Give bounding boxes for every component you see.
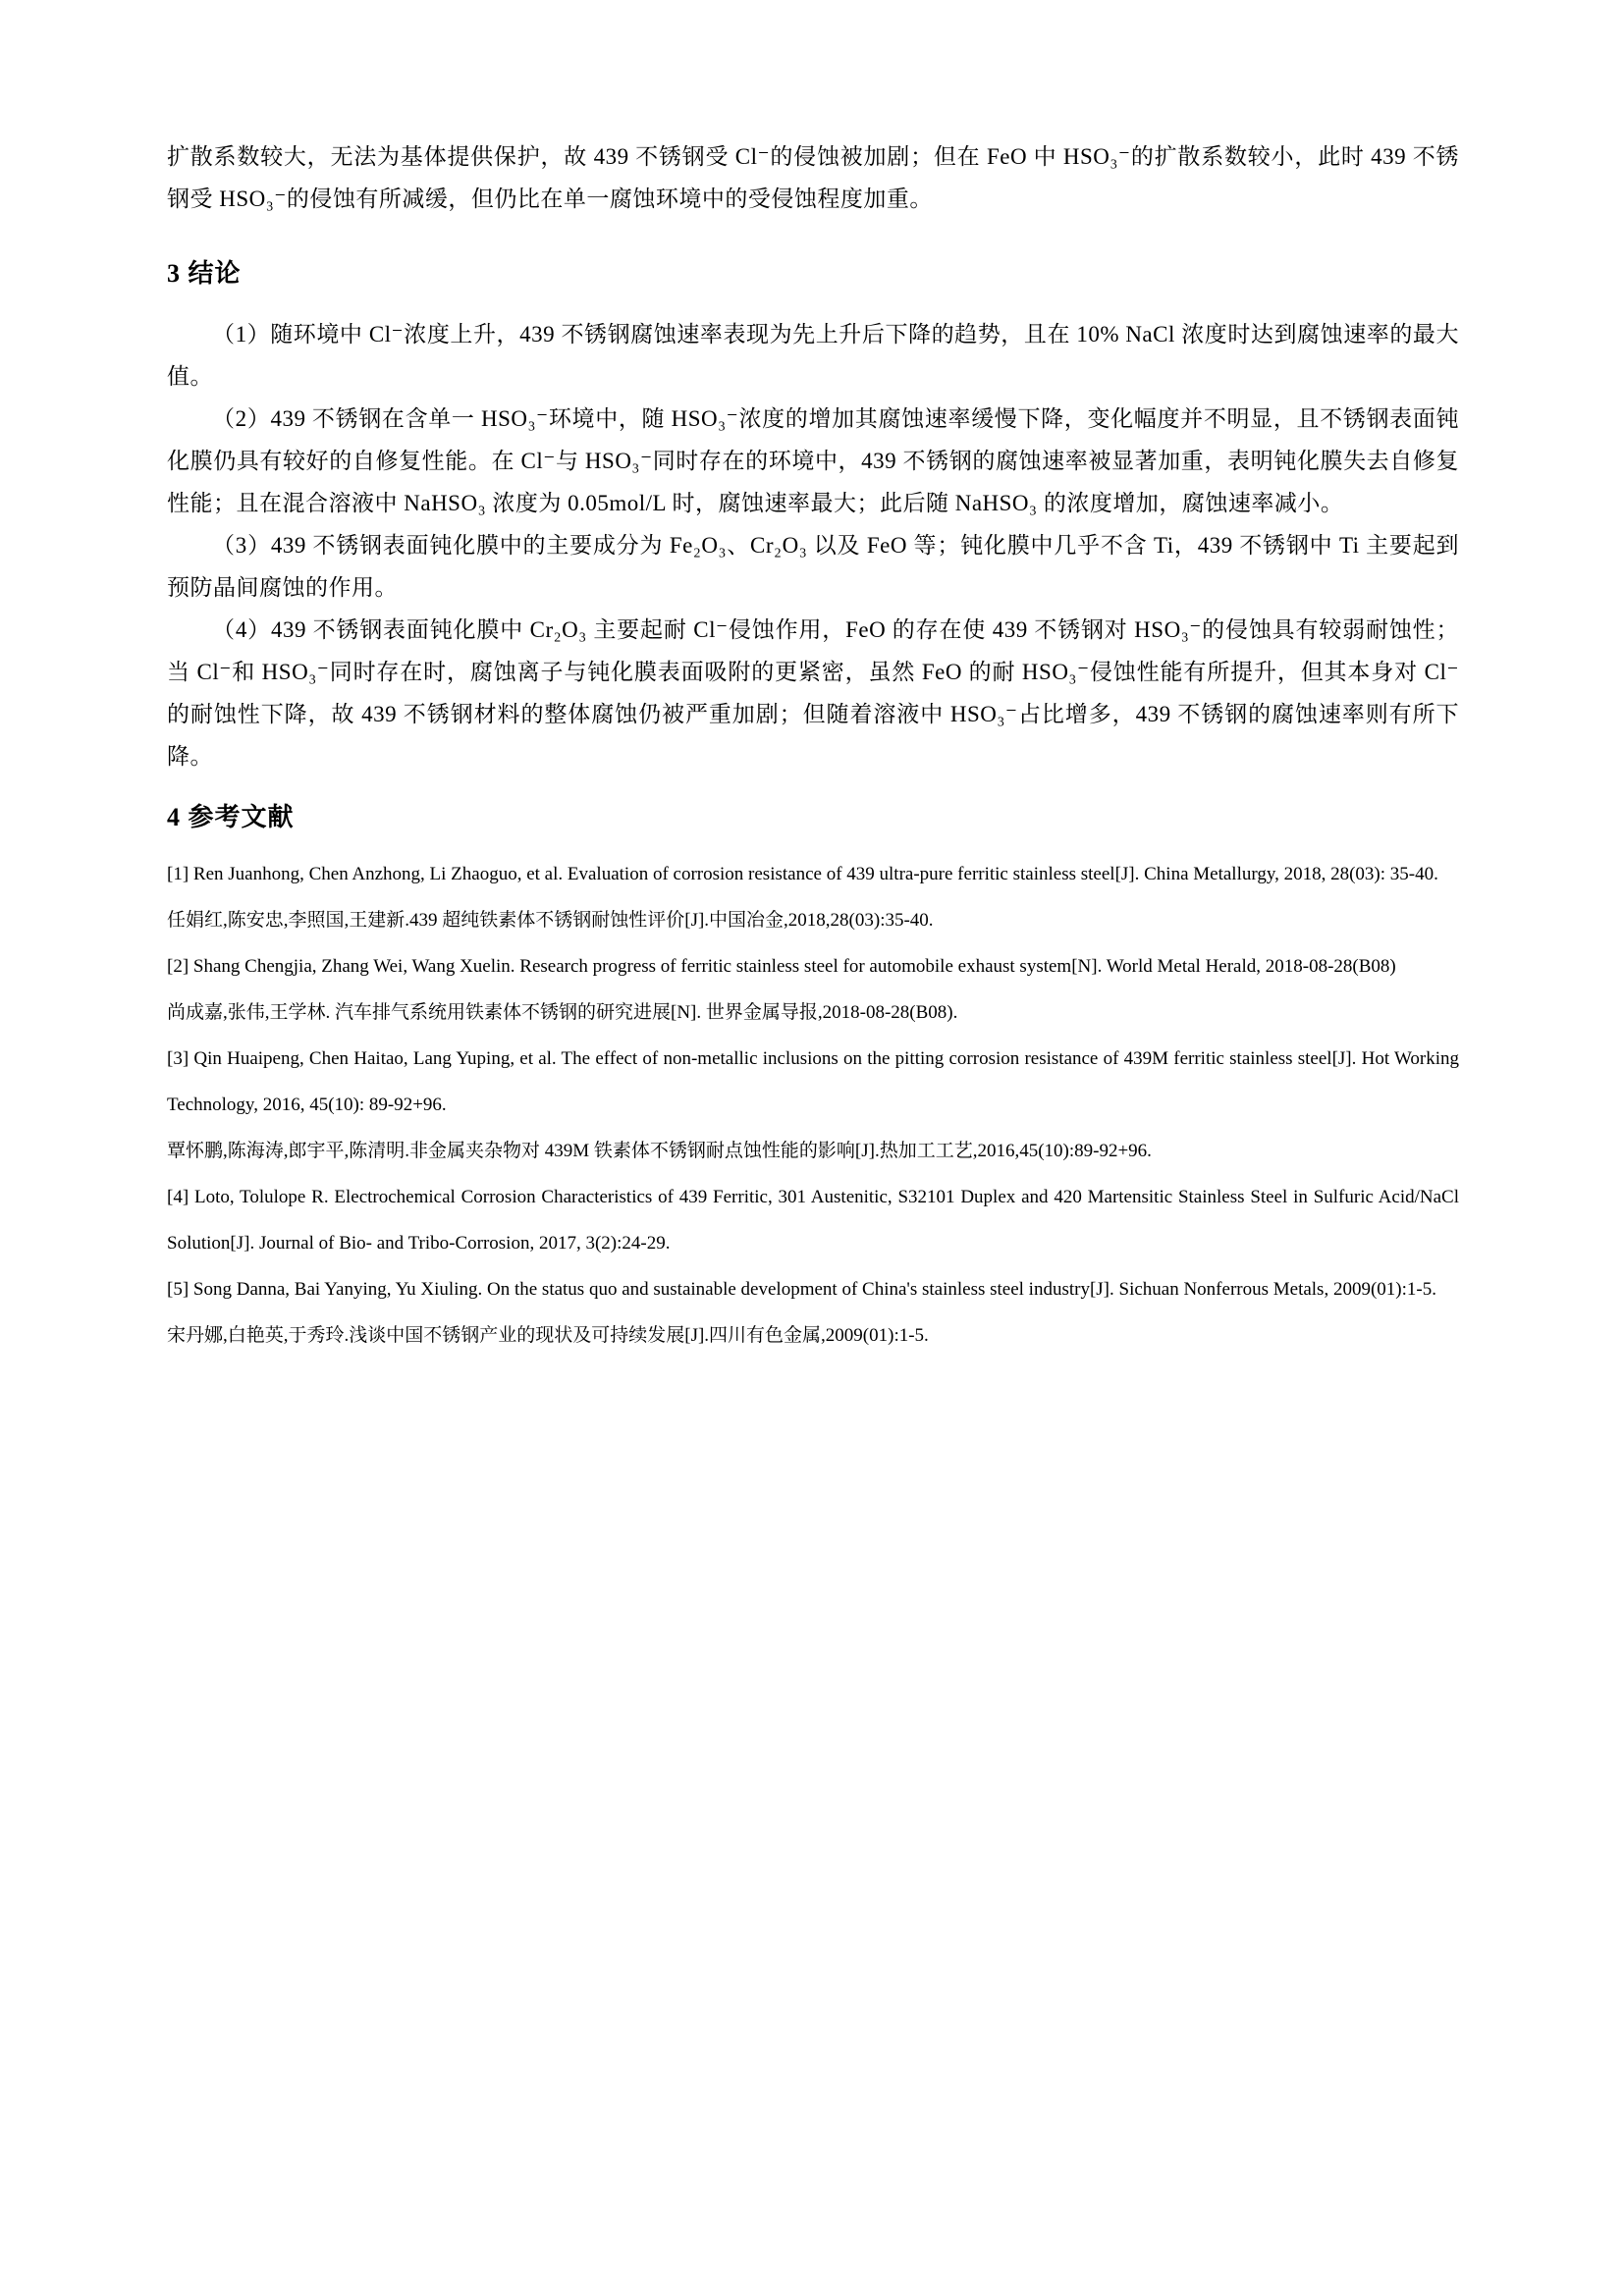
reference-entry-1-en: [1] Ren Juanhong, Chen Anzhong, Li Zhaoguo, et al. Evaluation of corrosion resistance of 439 ultra-pure ferritic stainless steel[J]. China Metallurgy, 2018, 28(03): 35-40. xyxy=(167,864,1438,884)
reference-entry-3-zh: 覃怀鹏,陈海涛,郎宇平,陈清明.非金属夹杂物对 439M 铁素体不锈钢耐点蚀性能的影响[J].热加工工艺,2016,45(10):89-92+96. xyxy=(167,1141,1152,1161)
conclusion-paragraph-3: （3）439 不锈钢表面钝化膜中的主要成分为 Fe₂O₃、Cr₂O₃ 以及 FeO 等；钝化膜中几乎不含 Ti，439 不锈钢中 Ti 主要起到预防晶间腐蚀的作用。 xyxy=(167,533,1459,600)
section-3-heading: 3 结论 xyxy=(167,259,242,288)
reference-entry-5-zh: 宋丹娜,白艳英,于秀玲.浅谈中国不锈钢产业的现状及可持续发展[J].四川有色金属,2009(01):1-5. xyxy=(167,1325,929,1346)
reference-entry-3-en: [3] Qin Huaipeng, Chen Haitao, Lang Yuping, et al. The effect of non-metallic inclusions on the pitting corrosion resistance of 439M ferritic stainless steel[J]. Hot Working Technology, 2016, 45(10): 89-92+96. xyxy=(167,1048,1459,1115)
reference-entry-1-zh: 任娟红,陈安忠,李照国,王建新.439 超纯铁素体不锈钢耐蚀性评价[J].中国冶金,2018,28(03):35-40. xyxy=(167,910,934,931)
reference-entry-5-en: [5] Song Danna, Bai Yanying, Yu Xiuling. On the status quo and sustainable development of China's stainless steel industry[J]. Sichuan Nonferrous Metals, 2009(01):1-5. xyxy=(167,1279,1436,1300)
reference-entry-2-zh: 尚成嘉,张伟,王学林. 汽车排气系统用铁素体不锈钢的研究进展[N]. 世界金属导报,2018-08-28(B08). xyxy=(167,1002,958,1023)
reference-entry-4-en: [4] Loto, Tolulope R. Electrochemical Corrosion Characteristics of 439 Ferritic, 301 Austenitic, S32101 Duplex and 420 Martensitic Stainless Steel in Sulfuric Acid/NaCl Solution[J]. Journal of Bio- and Tribo-Corrosion, 2017, 3(2):24-29. xyxy=(167,1187,1459,1254)
conclusion-paragraph-4: （4）439 不锈钢表面钝化膜中 Cr₂O₃ 主要起耐 Cl⁻侵蚀作用，FeO 的存在使 439 不锈钢对 HSO₃⁻的侵蚀具有较弱耐蚀性；当 Cl⁻和 HSO₃⁻同时存在时，腐蚀离子与钝化膜表面吸附的更紧密，虽然 FeO 的耐 HSO₃⁻侵蚀性能有所提升，但其本身对 Cl⁻的耐蚀性下降，故 439 不锈钢材料的整体腐蚀仍被严重加剧；但随着溶液中 HSO₃⁻占比增多，439 不锈钢的腐蚀速率则有所下降。 xyxy=(167,617,1459,769)
conclusion-paragraph-1: （1）随环境中 Cl⁻浓度上升，439 不锈钢腐蚀速率表现为先上升后下降的趋势，且在 10% NaCl 浓度时达到腐蚀速率的最大值。 xyxy=(167,322,1459,389)
references-list xyxy=(167,851,1459,1359)
conclusion-paragraph-2: （2）439 不锈钢在含单一 HSO₃⁻环境中，随 HSO₃⁻浓度的增加其腐蚀速率缓慢下降，变化幅度并不明显，且不锈钢表面钝化膜仍具有较好的自修复性能。在 Cl⁻与 HSO₃⁻同时存在的环境中，439 不锈钢的腐蚀速率被显著加重，表明钝化膜失去自修复性能；且在混合溶液中 NaHSO₃ 浓度为 0.05mol/L 时，腐蚀速率最大；此后随 NaHSO₃ 的浓度增加，腐蚀速率减小。 xyxy=(167,406,1459,515)
continuation-paragraph: 扩散系数较大，无法为基体提供保护，故 439 不锈钢受 Cl⁻的侵蚀被加剧；但在 FeO 中 HSO₃⁻的扩散系数较小，此时 439 不锈钢受 HSO₃⁻的侵蚀有所减缓，但仍比在单一腐蚀环境中的受侵蚀程度加重。 xyxy=(167,144,1459,211)
section-4-heading: 4 参考文献 xyxy=(167,803,295,831)
reference-entry-2-en: [2] Shang Chengjia, Zhang Wei, Wang Xuelin. Research progress of ferritic stainless steel for automobile exhaust system[N]. World Metal Herald, 2018-08-28(B08) xyxy=(167,956,1396,977)
